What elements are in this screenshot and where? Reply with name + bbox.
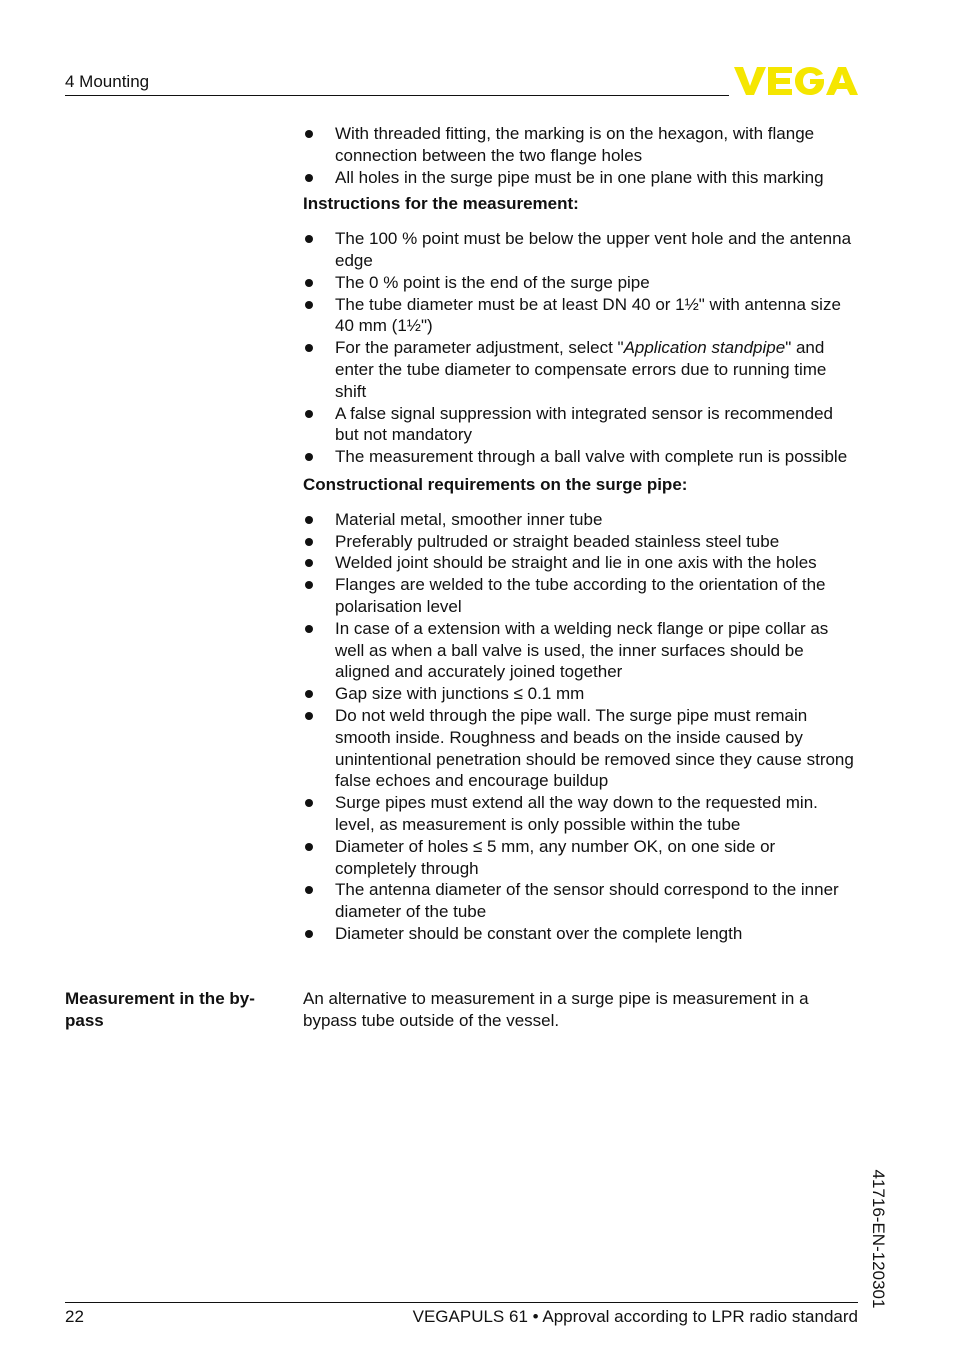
list-item-text-before: For the parameter adjustment, select " <box>335 338 624 358</box>
bullet-icon <box>305 799 313 807</box>
list-item <box>303 272 859 294</box>
list-item <box>303 167 859 189</box>
list-item <box>303 683 859 705</box>
list-item-text: In case of a extension with a welding neck flange or pipe collar as well as when a ball valve is used, the inner surfaces should be aligned and accurately joined together <box>335 618 829 682</box>
main-content <box>303 123 859 945</box>
bullet-icon <box>305 843 313 851</box>
footer-divider <box>65 1302 858 1303</box>
list-item-text: Diameter of holes ≤ 5 mm, any number OK, on one side or completely through <box>335 836 776 878</box>
list-item <box>303 446 859 468</box>
bullet-icon <box>305 690 313 698</box>
bullet-icon <box>305 410 313 418</box>
bullet-icon <box>305 301 313 309</box>
construction-heading: Constructional requirements on the surge pipe: <box>303 474 688 494</box>
list-item-text: The 100 % point must be below the upper vent hole and the antenna edge <box>335 229 852 270</box>
list-item <box>303 574 859 618</box>
list-item <box>303 836 859 880</box>
list-item-text: The antenna diameter of the sensor should correspond to the inner diameter of the tube <box>335 880 839 922</box>
list-item-text: A false signal suppression with integrated sensor is recommended but not mandatory <box>335 403 833 445</box>
list-item-text: The 0 % point is the end of the surge pipe <box>335 272 650 292</box>
list-item <box>303 531 859 553</box>
bullet-icon <box>305 538 313 546</box>
bullet-icon <box>305 235 313 243</box>
bullet-icon <box>305 279 313 287</box>
list-item <box>303 923 859 945</box>
list-item <box>303 879 859 923</box>
list-item-text: Diameter should be constant over the complete length <box>335 923 743 943</box>
bullet-icon <box>305 130 313 138</box>
footer-title: VEGAPULS 61 • Approval according to LPR radio standard <box>412 1307 858 1326</box>
list-item-text: Material metal, smoother inner tube <box>335 509 603 529</box>
bullet-icon <box>305 516 313 524</box>
vega-logo-graphic <box>734 66 858 96</box>
list-item-text: Gap size with junctions ≤ 0.1 mm <box>335 684 585 704</box>
list-item-text: With threaded fitting, the marking is on the hexagon, with flange connection between the two flange holes <box>335 124 815 165</box>
bullet-icon <box>305 886 313 894</box>
bullet-icon <box>305 453 313 461</box>
list-item-text-after: " and enter the tube diameter to compensate errors due to running time shift <box>335 338 827 401</box>
measurement-heading: Instructions for the measurement: <box>303 194 579 214</box>
list-item-text: Flanges are welded to the tube according to the orientation of the polarisation level <box>335 575 826 616</box>
list-item-text: The measurement through a ball valve with complete run is possible <box>335 447 848 467</box>
list-item-text: All holes in the surge pipe must be in one plane with this marking <box>335 167 824 187</box>
list-item-text: Preferably pultruded or straight beaded stainless steel tube <box>335 531 780 551</box>
page-number: 22 <box>65 1307 84 1326</box>
header-divider <box>65 95 729 96</box>
list-item <box>303 403 859 447</box>
construction-bullet-list <box>303 509 859 945</box>
section-header: 4 Mounting <box>65 72 150 91</box>
vega-logo <box>734 66 858 96</box>
intro-bullet-list <box>303 123 859 188</box>
list-item-text: The tube diameter must be at least DN 40 or 1½" with antenna size 40 mm (1½") <box>335 294 841 336</box>
bullet-icon <box>305 625 313 633</box>
document-number: 41716-EN-120301 <box>869 1169 888 1309</box>
list-item <box>303 552 859 574</box>
bypass-paragraph: An alternative to measurement in a surge pipe is measurement in a bypass tube outside of the vessel. <box>303 989 809 1030</box>
list-item <box>303 228 859 272</box>
bullet-icon <box>305 581 313 589</box>
menu-item-reference: Application standpipe <box>623 338 786 358</box>
bullet-icon <box>305 930 313 938</box>
bypass-side-heading: Measurement in the by-pass <box>65 989 255 1030</box>
bullet-icon <box>305 174 313 182</box>
list-item-text: Surge pipes must extend all the way down to the requested min. level, as measurement is only possible within the tube <box>335 793 818 834</box>
list-item <box>303 123 859 167</box>
list-item-text: Welded joint should be straight and lie in one axis with the holes <box>335 553 817 573</box>
list-item <box>303 337 859 402</box>
bullet-icon <box>305 559 313 567</box>
list-item <box>303 509 859 531</box>
list-item <box>303 792 859 836</box>
list-item <box>303 294 859 338</box>
list-item-text: Do not weld through the pipe wall. The surge pipe must remain smooth inside. Roughness and beads on the inside caused by unintentional penetration should be removed since they cause strong false echoes and encourage buildup <box>335 705 854 791</box>
list-item <box>303 705 859 792</box>
measurement-bullet-list <box>303 228 859 468</box>
list-item <box>303 618 859 683</box>
bullet-icon <box>305 712 313 720</box>
bullet-icon <box>305 344 313 352</box>
